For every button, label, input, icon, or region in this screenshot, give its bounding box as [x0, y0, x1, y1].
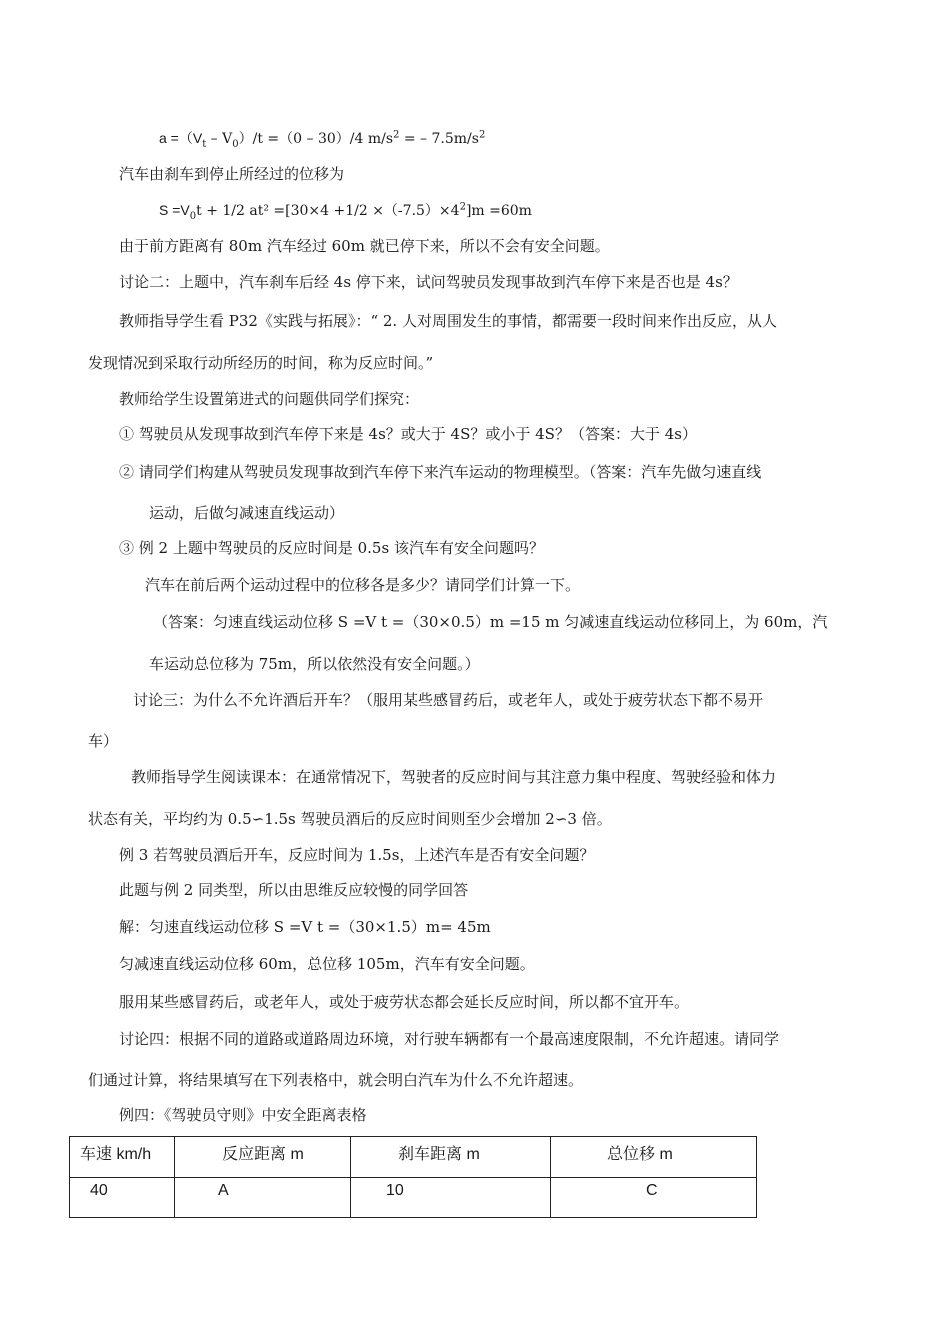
- formula-displacement: [159, 200, 532, 221]
- text-line: 教师给学生设置第进式的问题供同学们探究：: [119, 390, 420, 408]
- text-line: 服用某些感冒药后，或老年人，或处于疲劳状态都会延长反应时间，所以都不宜开车。: [119, 993, 690, 1011]
- text-line: 此题与例 2 同类型，所以由思维反应较慢的同学回答: [119, 881, 469, 899]
- text-line: 解：匀速直线运动位移 S =V t =（30×1.5）m= 45m: [119, 918, 491, 936]
- table-header-cell: [551, 1137, 757, 1178]
- text-line: 匀减速直线运动位移 60m，总位移 105m，汽车有安全问题。: [119, 955, 535, 973]
- table-cell: [351, 1178, 551, 1218]
- formula-acceleration: [159, 128, 485, 149]
- text-line: 状态有关，平均约为 0.5∽1.5s 驾驶员酒后的反应时间则至少会增加 2∽3 倍。: [88, 810, 612, 828]
- formula-text: – V: [206, 131, 233, 147]
- table-cell: [175, 1178, 351, 1218]
- formula-text: S =V: [159, 202, 190, 218]
- formula-text: t + 1/2 at² =[30×4 +1/2 ×（-7.5）×4: [196, 203, 460, 219]
- text-line: 教师指导学生看 P32《实践与拓展》：“ 2. 人对周围发生的事情，都需要一段时间来作出反应，从人: [119, 312, 777, 330]
- text-line: 例 3 若驾驶员酒后开车，反应时间为 1.5s，上述汽车是否有安全问题？: [119, 846, 595, 864]
- text-line: （答案：匀速直线运动位移 S =V t =（30×0.5）m =15 m 匀减速直线运动位移同上，为 60m，汽: [153, 613, 828, 631]
- list-item: ② 请同学们构建从驾驶员发现事故到汽车停下来汽车运动的物理模型。（答案：汽车先做匀速直线: [119, 463, 762, 481]
- subscript: 0: [232, 138, 239, 150]
- text-line: 讨论四：根据不同的道路或道路周边环境，对行驶车辆都有一个最高速度限制，不允许超速。请同学: [119, 1030, 780, 1048]
- formula-text: ）/t =（0 – 30）/4 m/s: [238, 131, 394, 147]
- text-line: 汽车由刹车到停止所经过的位移为: [119, 165, 345, 183]
- subscript: 0: [189, 210, 197, 222]
- text-line: 讨论三：为什么不允许酒后开车？（服用某些感冒药后，或老年人，或处于疲劳状态下都不易开: [133, 691, 764, 709]
- safety-distance-table: [69, 1136, 757, 1218]
- formula-text: ]m =60m: [465, 203, 532, 219]
- text-line: 车运动总位移为 75m，所以依然没有安全问题。）: [149, 655, 480, 673]
- table-header-cell: [70, 1137, 175, 1178]
- text-line: 们通过计算，将结果填写在下列表格中，就会明白汽车为什么不允许超速。: [88, 1071, 584, 1089]
- text-line: 发现情况到采取行动所经历的时间，称为反应时间。”: [88, 354, 434, 372]
- table-row: [70, 1178, 757, 1218]
- table-cell: [70, 1178, 175, 1218]
- text-line: 由于前方距离有 80m 汽车经过 60m 就已停下来，所以不会有安全问题。: [119, 237, 610, 255]
- text-line: 讨论二：上题中，汽车刹车后经 4s 停下来，试问驾驶员发现事故到汽车停下来是否也是 4s？: [119, 273, 738, 291]
- table-header-row: [70, 1137, 757, 1178]
- header-reaction-distance: 反应距离 m: [222, 1146, 304, 1163]
- list-item: ① 驾驶员从发现事故到汽车停下来是 4s？或大于 4S？或小于 4S？（答案：大于 4s）: [119, 425, 697, 443]
- table-caption: 例四：《驾驶员守则》中安全距离表格: [119, 1106, 367, 1124]
- table-header-cell: [175, 1137, 351, 1178]
- subscript: t: [202, 138, 207, 150]
- cell-speed: 40: [90, 1182, 108, 1199]
- cell-total-displacement: C: [646, 1182, 658, 1199]
- superscript: 2: [478, 129, 486, 141]
- formula-text: a =（V: [159, 130, 203, 146]
- list-item: ③ 例 2 上题中驾驶员的反应时间是 0.5s 该汽车有安全问题吗？: [119, 539, 544, 557]
- text-line: 汽车在前后两个运动过程中的位移各是多少？请同学们计算一下。: [145, 576, 581, 594]
- header-braking-distance: 刹车距离 m: [398, 1146, 480, 1163]
- cell-braking-distance: 10: [386, 1182, 404, 1199]
- header-total-displacement: 总位移 m: [607, 1146, 673, 1163]
- text-line: 教师指导学生阅读课本：在通常情况下，驾驶者的反应时间与其注意力集中程度、驾驶经验和体力: [131, 768, 777, 786]
- superscript: 2: [459, 201, 466, 213]
- formula-text: = – 7.5m/s: [399, 131, 479, 147]
- table-cell: [551, 1178, 757, 1218]
- text-line: 运动，后做匀减速直线运动）: [149, 504, 345, 522]
- cell-reaction-distance: A: [218, 1182, 229, 1199]
- superscript: 2: [393, 129, 400, 141]
- table-header-cell: [351, 1137, 551, 1178]
- header-speed: 车速 km/h: [80, 1146, 152, 1163]
- text-line: 车）: [88, 732, 119, 750]
